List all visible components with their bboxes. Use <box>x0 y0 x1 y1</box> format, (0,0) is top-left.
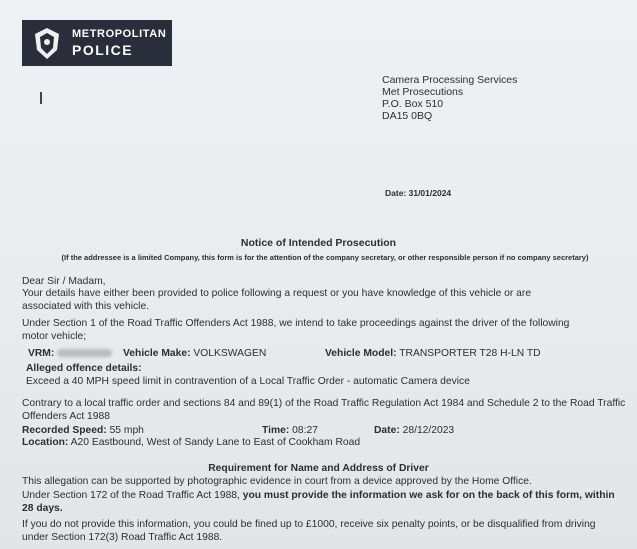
speed-label: Recorded Speed: <box>22 425 107 436</box>
logo-line1: METROPOLITAN <box>72 28 167 40</box>
time-label: Time: <box>262 425 290 436</box>
make-value: VOLKSWAGEN <box>193 348 267 359</box>
vehicle-model <box>325 348 541 361</box>
vehicle-make <box>123 348 266 361</box>
requirement-para2-b: you must provide the information we ask for on the back of this form, within 28 days. <box>22 490 615 514</box>
address-line1: Camera Processing Services <box>382 74 518 86</box>
time-value: 08:27 <box>292 425 318 436</box>
location-value: A20 Eastbound, West of Sandy Lane to East of Cookham Road <box>70 437 361 448</box>
requirement-para1: This allegation can be supported by photographic evidence in court from a device approved by the Home Office. <box>22 476 532 487</box>
contrary-text: Contrary to a local traffic order and sections 84 and 89(1) of the Road Traffic Regulation Act 1984 and Schedule 2 to the Road Traffic Offenders Act 1988 <box>22 398 626 422</box>
offence-date <box>374 425 454 438</box>
company-note: (If the addressee is a limited Company, this form is for the attention of the company secretary, or other responsible person if no company secretary) <box>61 253 589 262</box>
offence-description: Exceed a 40 MPH speed limit in contravention of a Local Traffic Order - automatic Camera device <box>26 376 470 387</box>
location-label: Location: <box>22 437 69 448</box>
requirement-title: Requirement for Name and Address of Driver <box>208 463 429 474</box>
para-section1: Under Section 1 of the Road Traffic Offenders Act 1988, we intend to take proceedings against the driver of the following motor vehicle; <box>22 318 570 342</box>
requirement-para2 <box>22 490 622 515</box>
requirement-para2-a: Under Section 172 of the Road Traffic Act 1988, <box>22 490 243 501</box>
letter-date: Date: 31/01/2024 <box>385 188 452 198</box>
vrm-row <box>28 348 112 361</box>
vrm-label: VRM: <box>28 348 55 359</box>
date-label: Date: <box>374 425 400 436</box>
offence-time <box>262 425 318 438</box>
return-address <box>382 74 517 122</box>
crest-icon <box>32 26 62 60</box>
address-line3: P.O. Box 510 <box>382 98 444 110</box>
make-label: Vehicle Make: <box>123 348 191 359</box>
requirement-para3: If you do not provide this information, you could be fined up to £1000, receive six penalty points, or be disqualified from driving under Section 172(3) Road Traffic Act 1988. <box>22 519 596 543</box>
address-line2: Met Prosecutions <box>382 86 464 98</box>
recorded-speed <box>22 425 144 438</box>
pen-mark <box>40 92 42 104</box>
model-value: TRANSPORTER T28 H-LN TD <box>399 348 541 359</box>
salutation: Dear Sir / Madam, <box>22 276 106 287</box>
met-police-logo <box>22 20 172 66</box>
date-value: 28/12/2023 <box>402 425 455 436</box>
model-label: Vehicle Model: <box>325 348 397 359</box>
logo-line2: POLICE <box>72 42 134 58</box>
offence-heading: Alleged offence details: <box>26 363 142 374</box>
offence-location <box>22 437 360 450</box>
speed-value: 55 mph <box>109 425 144 436</box>
notice-title: Notice of Intended Prosecution <box>240 237 397 249</box>
para-details: Your details have either been provided to police following a request or you have knowledge of this vehicle or are associated with this vehicle. <box>22 288 532 312</box>
address-line4: DA15 0BQ <box>382 110 433 122</box>
vrm-redacted <box>57 349 112 357</box>
